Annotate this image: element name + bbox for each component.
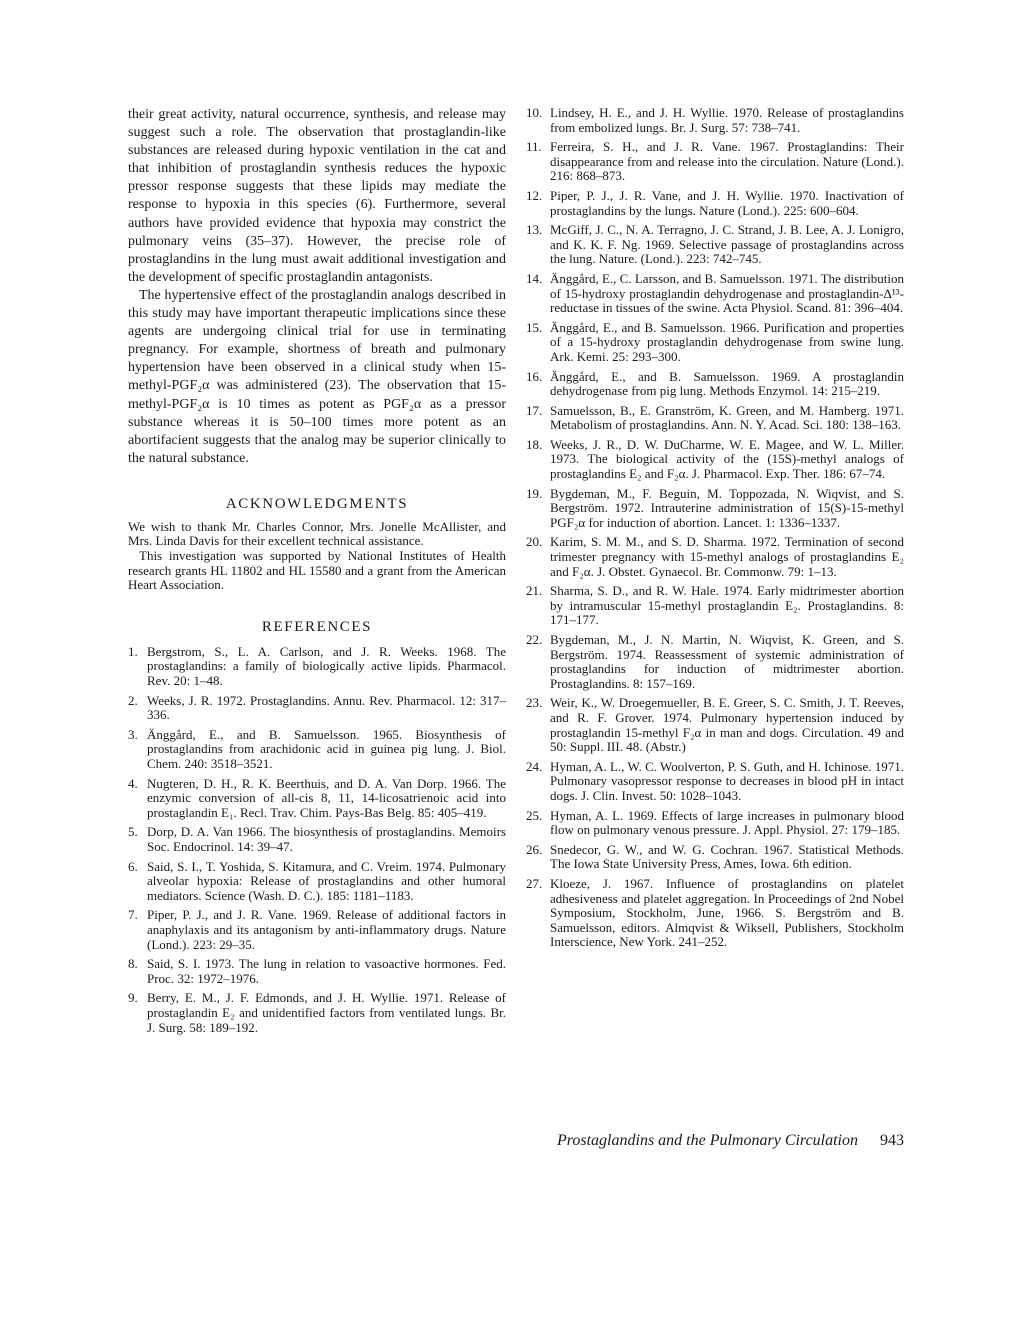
reference-item <box>526 438 904 482</box>
reference-text: Piper, P. J., J. R. Vane, and J. H. Wyllie. 1970. Inactivation of prostaglandins by the lungs. Nature (Lond.). 225: 600–604. <box>550 187 904 218</box>
reference-item <box>526 223 904 267</box>
reference-number: 12. <box>526 187 543 203</box>
reference-text: Hyman, A. L. 1969. Effects of large increases in pulmonary blood flow on pulmonary venous pressure. J. Appl. Physiol. 27: 179–185. <box>550 807 904 838</box>
reference-number: 26. <box>526 841 543 857</box>
reference-text: McGiff, J. C., N. A. Terragno, J. C. Strand, J. B. Lee, A. J. Lonigro, and K. K. F. Ng. 1969. Selective passage of prostaglandins across the lung. Nature. (Lond.). 223: 742–745. <box>550 222 904 267</box>
reference-number: 3. <box>128 726 138 742</box>
reference-item <box>526 843 904 872</box>
reference-text: Berry, E. M., J. F. Edmonds, and J. H. Wyllie. 1971. Release of prostaglandin E₂ and unidentified factors from ventilated lungs. Br. J. Surg. 58: 189–192. <box>147 990 506 1035</box>
reference-number: 23. <box>526 695 543 711</box>
reference-item <box>128 957 506 986</box>
reference-number: 2. <box>128 692 138 708</box>
reference-item <box>128 777 506 821</box>
reference-text: Samuelsson, B., E. Granström, K. Green, and M. Hamberg. 1971. Metabolism of prostaglandins. Ann. N. Y. Acad. Sci. 180: 138–163. <box>550 402 904 433</box>
reference-text: Ferreira, S. H., and J. R. Vane. 1967. Prostaglandins: Their disappearance from and release into the circulation. Nature (Lond.). 216: 868–873. <box>550 139 904 184</box>
reference-item <box>526 370 904 399</box>
acknowledgments-section <box>128 520 506 593</box>
reference-text: Weir, K., W. Droegemueller, B. E. Greer, S. C. Smith, J. T. Reeves, and R. F. Grover. 1974. Pulmonary hypertension induced by prostaglandin 15-methyl F₂α in man and dogs. Circulation. 49 and 50: Suppl. III. 48. (Abstr.) <box>550 695 904 755</box>
reference-item <box>526 106 904 135</box>
reference-number: 22. <box>526 632 543 647</box>
reference-text: Weeks, J. R. 1972. Prostaglandins. Annu. Rev. Pharmacol. 12: 317–336. <box>147 692 506 723</box>
reference-item <box>526 696 904 754</box>
reference-text: Dorp, D. A. Van 1966. The biosynthesis of prostaglandins. Memoirs Soc. Endocrinol. 14: 39–47. <box>147 824 506 854</box>
references-heading: REFERENCES <box>261 618 373 635</box>
acknowledgments-paragraph: This investigation was supported by National Institutes of Health research grants HL 11802 and HL 15580 and a grant from the American Heart Association. <box>128 548 506 593</box>
reference-text: Änggård, E., and B. Samuelsson. 1965. Biosynthesis of prostaglandins from arachidonic acid in guinea pig lung. J. Biol. Chem. 240: 3518–3521. <box>147 726 506 771</box>
reference-text: Said, S. I. 1973. The lung in relation to vasoactive hormones. Fed. Proc. 32: 1972–1976. <box>147 956 506 986</box>
reference-item <box>128 860 506 904</box>
reference-number: 19. <box>526 485 543 501</box>
reference-item <box>128 991 506 1035</box>
reference-item <box>526 584 904 628</box>
reference-text: Änggård, E., C. Larsson, and B. Samuelsson. 1971. The distribution of 15-hydroxy prostaglandin dehydrogenase and prostaglandin-Δ¹³-reductase in tissues of the swine. Acta Physiol. Scand. 81: 396–404. <box>550 270 904 316</box>
reference-number: 6. <box>128 858 138 874</box>
body-paragraph: The hypertensive effect of the prostaglandin analogs described in this study may have important therapeutic implications since these agents are undergoing clinical trial for use in terminating pregnancy. For example, shortness of breath and pulmonary hypertension have been observed in a clinical study when 15-methyl-PGF₂α was administered (23). The observation that 15-methyl-PGF₂α is 10 times as potent as PGF₂α as a pressor substance whereas it is 50–100 times more potent as an abortifacient suggests that the analog may be superior clinically to the natural substance. <box>128 287 506 466</box>
reference-text: Bygdeman, M., F. Beguin, M. Toppozada, N. Wiqvist, and S. Bergström. 1972. Intrauterine administration of 15(S)-15-methyl PGF₂α for induction of abortion. Lancet. 1: 1336–1337. <box>550 485 904 530</box>
reference-text: Weeks, J. R., D. W. DuCharme, W. E. Magee, and W. L. Miller. 1973. The biological activity of the (15S)-methyl analogs of prostaglandins E₂ and F₂α. J. Pharmacol. Exp. Ther. 186: 67–74. <box>550 436 904 482</box>
reference-item <box>526 487 904 531</box>
reference-number: 17. <box>526 402 543 418</box>
reference-number: 27. <box>526 875 543 891</box>
body-paragraph: their great activity, natural occurrence, synthesis, and release may suggest such a role. The observation that prostaglandin-like substances are released during hypoxic ventilation in the cat and that inhibition of prostaglandin synthesis reduces the hypoxic pressor response suggests that these lipids may mediate the response to hypoxia in this species (6). Furthermore, several authors have provided evidence that hypoxia may constrict the pulmonary veins (35–37). However, the precise role of prostaglandins in the lung must await additional investigation and the development of specific prostaglandin antagonists. <box>128 107 506 285</box>
reference-number: 5. <box>128 824 138 840</box>
page-footer <box>557 1132 904 1150</box>
right-column <box>526 106 904 955</box>
reference-item <box>526 877 904 950</box>
reference-number: 25. <box>526 807 543 823</box>
reference-text: Snedecor, G. W., and W. G. Cochran. 1967. Statistical Methods. The Iowa State University Press, Ames, Iowa. 6th edition. <box>550 841 904 872</box>
reference-item <box>128 825 506 854</box>
reference-text: Änggård, E., and B. Samuelsson. 1966. Purification and properties of a 15-hydroxy prostaglandin dehydrogenase from swine lung. Ark. Kemi. 25: 293–300. <box>550 319 904 364</box>
reference-number: 10. <box>526 105 543 120</box>
reference-number: 21. <box>526 583 543 599</box>
reference-item <box>526 140 904 184</box>
references-list-left <box>128 645 506 1035</box>
reference-number: 15. <box>526 319 543 335</box>
reference-text: Hyman, A. L., W. C. Woolverton, P. S. Guth, and H. Ichinose. 1971. Pulmonary vasopressor response to decreases in blood pH in intact dogs. J. Clin. Invest. 50: 1028–1043. <box>550 758 904 803</box>
page-number: 943 <box>880 1132 904 1149</box>
acknowledgments-heading: ACKNOWLEDGMENTS <box>225 495 409 512</box>
reference-text: Bygdeman, M., J. N. Martin, N. Wiqvist, K. Green, and S. Bergström. 1974. Reassessment of systemic administration of prostaglandins for induction of midtrimester abortion. Prostaglandins. 8: 157–169. <box>550 632 904 691</box>
reference-text: Bergstrom, S., L. A. Carlson, and J. R. Weeks. 1968. The prostaglandins: a family of biologically active lipids. Pharmacol. Rev. 20: 1–48. <box>147 643 506 689</box>
reference-number: 18. <box>526 436 543 452</box>
reference-number: 7. <box>128 907 138 923</box>
reference-number: 13. <box>526 222 543 238</box>
references-list-right <box>526 106 904 950</box>
reference-item <box>526 633 904 691</box>
reference-item <box>128 728 506 772</box>
reference-item <box>526 809 904 838</box>
reference-text: Lindsey, H. E., and J. H. Wyllie. 1970. Release of prostaglandins from embolized lungs. Br. J. Surg. 57: 738–741. <box>550 105 904 135</box>
reference-item <box>526 535 904 579</box>
reference-text: Said, S. I., T. Yoshida, S. Kitamura, and C. Vreim. 1974. Pulmonary alveolar hypoxia: Release of prostaglandins and other humoral mediators. Science (Wash. D. C.). 185: 1181–1183. <box>147 858 506 903</box>
reference-item <box>128 694 506 723</box>
reference-number: 16. <box>526 368 543 384</box>
reference-number: 9. <box>128 990 138 1006</box>
reference-item <box>526 404 904 433</box>
reference-item <box>128 908 506 952</box>
reference-item <box>526 189 904 218</box>
running-title: Prostaglandins and the Pulmonary Circulation <box>556 1132 858 1149</box>
discussion-text <box>128 106 506 468</box>
reference-text: Kloeze, J. 1967. Influence of prostaglandins on platelet adhesiveness and platelet aggregation. In Proceedings of 2nd Nobel Symposium, Stockholm, June, 1966. S. Bergström and B. Samuelsson, editors. Almqvist & Wiksell, Publishers, Stockholm Interscience, New York. 241–252. <box>550 875 904 950</box>
reference-number: 1. <box>128 643 138 659</box>
reference-number: 20. <box>526 534 543 550</box>
reference-text: Piper, P. J., and J. R. Vane. 1969. Release of additional factors in anaphylaxis and its antagonism by anti-inflammatory drugs. Nature (Lond.). 223: 29–35. <box>147 907 506 952</box>
reference-item <box>526 321 904 365</box>
reference-text: Sharma, S. D., and R. W. Hale. 1974. Early midtrimester abortion by intramuscular 15-methyl prostaglandin E₂. Prostaglandins. 8: 171–177. <box>550 583 904 628</box>
reference-text: Nugteren, D. H., R. K. Beerthuis, and D. A. Van Dorp. 1966. The enzymic conversion of all-cis 8, 11, 14-licosatrienoic acid into prostaglandin E₁. Recl. Trav. Chim. Pays-Bas Belg. 85: 405–419. <box>147 775 506 820</box>
left-column <box>128 106 506 1040</box>
reference-item <box>526 760 904 804</box>
reference-number: 11. <box>526 139 542 155</box>
reference-item <box>526 272 904 316</box>
reference-text: Änggård, E., and B. Samuelsson. 1969. A prostaglandin dehydrogenase from pig lung. Methods Enzymol. 14: 215–219. <box>550 368 904 399</box>
reference-item <box>128 645 506 689</box>
acknowledgments-paragraph: We wish to thank Mr. Charles Connor, Mrs. Jonelle McAllister, and Mrs. Linda Davis for their excellent technical assistance. <box>128 518 506 549</box>
reference-text: Karim, S. M. M., and S. D. Sharma. 1972. Termination of second trimester pregnancy with 15-methyl analogs of prostaglandins E₂ and F₂α. J. Obstet. Gynaecol. Br. Commonw. 79: 1–13. <box>550 534 904 579</box>
reference-number: 14. <box>526 270 543 286</box>
reference-number: 4. <box>128 775 138 791</box>
reference-number: 8. <box>128 956 138 972</box>
reference-number: 24. <box>526 758 543 774</box>
